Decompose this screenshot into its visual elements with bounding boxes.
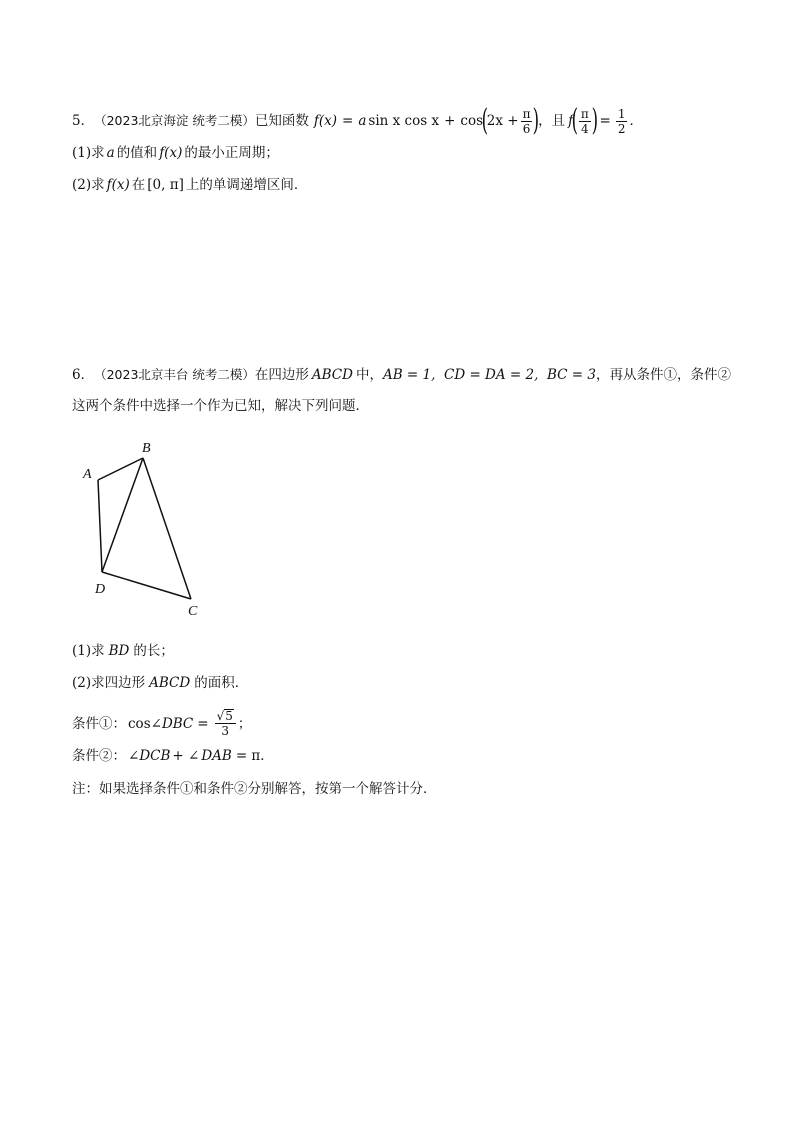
q5-half-den: 2 [617,121,626,136]
q5-intro: 已知函数 [254,113,309,129]
q6-part2 [72,673,248,693]
q5-func-lhs: f(x) [313,113,338,129]
vertex-label-c: C [188,604,198,619]
q6-part2-abcd: ABCD [149,675,191,691]
q5-part2 [72,175,307,195]
q5-part1 [72,143,279,163]
q6-rest-line1: ，再从条件①，条件② [595,367,731,383]
q6-part1-bd: BD [108,643,130,659]
q6-note [72,779,437,799]
q5-number: 5． [72,113,95,129]
q5-eq: = [342,113,354,129]
q6-line2 [72,396,369,416]
q6-cond1-eq: = [197,715,209,732]
edge-da [98,480,102,572]
q6-condition1 [72,709,251,738]
q5-stem [72,103,643,138]
q5-part2-prefix: (2)求 [72,177,105,193]
q6-part1-prefix: (1)求 [72,643,105,659]
q5-half-num: 1 [617,106,626,121]
q5-part2-fx: f(x) [106,177,130,193]
q6-cond2-plus: + ∠ [172,748,200,764]
q6-cond1-cos: cos∠ [128,715,162,732]
q6-source: （2023北京丰台 统考二模） [94,367,255,382]
q6-note-text: 注：如果选择条件①和条件②分别解答，按第一个解答计分． [72,781,437,797]
q5-pi-over-6 [521,107,533,136]
q5-source: （2023北京海淀 统考二模） [94,113,255,128]
q5-eq2: = [599,113,611,129]
q6-part1 [72,641,174,661]
q6-zhong: 中， [355,367,383,383]
q6-cond2-rhs: = π． [235,748,274,764]
q6-intro: 在四边形 [254,367,309,383]
q6-part2-suffix: 的面积． [194,675,249,691]
q5-paren-close: ) [533,103,540,138]
q6-cond1-end: ； [237,715,252,732]
q6-part1-suffix: 的长； [133,643,174,659]
q5-comma-and: ，且 [538,113,566,129]
q5-pi-over-4 [579,107,591,136]
q5-cos: cos [460,113,484,129]
vertex-label-a: A [83,467,92,482]
q6-cond2-label: 条件②： [72,748,126,764]
q5-frac2-num: π [580,106,589,121]
q5-term1: sin x cos x [368,113,440,129]
q6-cond2-dcb: DCB [139,748,171,764]
q5-f: f [568,113,574,129]
q5-part1-prefix: (1)求 [72,145,105,161]
q6-part2-prefix: (2)求四边形 [72,675,146,691]
edge-bc [143,458,191,599]
q5-frac2-den: 4 [581,121,589,136]
q5-frac-num: π [522,106,531,121]
q5-coef-a: a [358,113,367,129]
q6-cond1-dbc: DBC [161,715,194,732]
q6-cond1-num [215,709,236,724]
q6-cond1-label: 条件①： [72,715,126,732]
q5-period: ． [629,113,643,129]
q5-part1-fx: f(x) [159,145,183,161]
edge-cd [102,572,191,599]
q5-paren-open: ( [481,103,489,138]
q5-part2-mid: 在 [131,177,146,193]
q6-given: AB = 1, CD = DA = 2, BC = 3 [382,367,596,383]
q5-plus: + [444,113,456,129]
q6-line2-text: 这两个条件中选择一个作为已知，解决下列问题． [72,398,369,414]
vertex-label-b: B [142,441,151,456]
q6-cond2-dab: DAB [201,748,232,764]
sqrt-symbol: √ 5 [216,709,233,723]
q6-abcd: ABCD [311,367,353,383]
q6-number: 6． [72,367,95,383]
q6-cond2-angle1: ∠ [128,748,140,764]
q5-frac-den: 6 [522,121,531,136]
q5-inner: 2x + [486,113,519,129]
q6-cond1-frac [215,709,236,738]
q5-part2-suffix: 上的单调递增区间． [185,177,308,193]
q6-condition2 [72,746,274,766]
q5-paren2-close: ) [591,103,598,138]
q5-part2-interval: [0, π] [147,177,184,193]
q5-part1-mid: 的值和 [116,145,158,161]
vertex-label-d: D [95,582,106,597]
q5-one-half [616,107,628,136]
q5-paren2-open: ( [571,103,579,138]
quadrilateral-figure [75,432,225,622]
q5-part1-a: a [106,145,115,161]
q6-cond1-den: 3 [221,724,230,738]
q6-cond1-sqrt-arg: 5 [225,709,233,723]
q5-part1-suffix: 的最小正周期； [184,145,279,161]
q6-stem [72,365,731,385]
